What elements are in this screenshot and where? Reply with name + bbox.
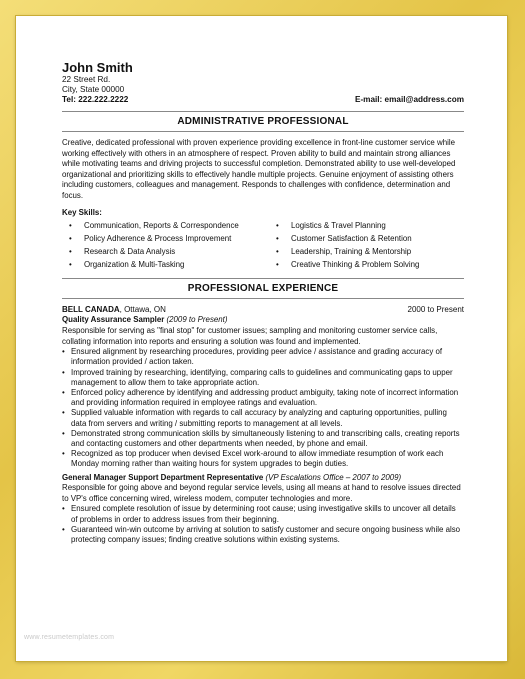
list-item: • Supplied valuable information with regards to call accuracy by analyzing and capturing opportunities, pulling data from servers and writing / submitting reports to management at all levels. xyxy=(62,408,447,428)
bullet-icon: • xyxy=(62,428,65,438)
bullet-icon: • xyxy=(276,246,279,256)
skill-item: • Research & Data Analysis xyxy=(69,246,176,256)
skill-item: • Policy Adherence & Process Improvement xyxy=(69,234,232,244)
bullet-icon: • xyxy=(62,408,65,418)
street-address: 22 Street Rd. xyxy=(62,75,111,84)
list-item: • Enforced policy adherence by identifying and addressing product ambiguity, taking note of incorrect information and providing information required in employee ratings and evaluation. xyxy=(62,388,459,408)
skill-item: • Communication, Reports & Correspondence xyxy=(69,221,239,231)
bullet-icon: • xyxy=(62,347,65,357)
role-title: General Manager Support Department Representative (VP Escalations Office – 2007 to 2009) xyxy=(62,472,402,482)
achievement-list xyxy=(62,347,464,469)
bullet-icon: • xyxy=(69,246,72,256)
company-location: , Ottawa, ON xyxy=(119,304,166,314)
bullet-icon: • xyxy=(276,234,279,244)
bullet-icon: • xyxy=(62,367,65,377)
section-title-admin: ADMINISTRATIVE PROFESSIONAL xyxy=(177,116,349,127)
watermark-text: www.resumetemplates.com xyxy=(24,634,115,641)
bullet-icon: • xyxy=(62,504,65,514)
achievement-list xyxy=(62,504,464,545)
job-dates: 2000 to Present xyxy=(407,304,464,314)
telephone: Tel: 222.222.2222 xyxy=(62,95,129,104)
bullet-icon: • xyxy=(69,259,72,269)
job-header xyxy=(62,305,464,316)
bullet-icon: • xyxy=(276,259,279,269)
list-item: • Ensured alignment by researching procedures, providing peer advice / assistance and grading accuracy of information provided / action taken. xyxy=(62,347,443,367)
bullet-icon: • xyxy=(62,449,65,459)
bullet-icon: • xyxy=(62,524,65,534)
section-title-experience: PROFESSIONAL EXPERIENCE xyxy=(187,282,339,294)
list-item: • Recognized as top producer when devised Excel work-around to allow immediate resumption of work each Monday morning rather than waiting hours for system upgrades to begin duties. xyxy=(62,449,444,469)
list-item: • Demonstrated strong communication skills by simultaneously listening to and transcribing calls, creating reports and contacting customers and other departments when needed, by phone and email. xyxy=(62,428,460,449)
role-period: (VP Escalations Office – 2007 to 2009) xyxy=(263,472,402,482)
skill-item: • Logistics & Travel Planning xyxy=(276,221,386,231)
contact-row xyxy=(62,95,464,105)
skill-item: • Creative Thinking & Problem Solving xyxy=(276,259,420,269)
email: E-mail: email@address.com xyxy=(354,95,464,104)
skill-item: • Organization & Multi-Tasking xyxy=(69,259,185,269)
role-title: Quality Assurance Sampler (2009 to Present) xyxy=(62,315,228,325)
key-skills-label: Key Skills: xyxy=(62,207,102,217)
employer xyxy=(62,305,166,316)
summary-paragraph: Creative, dedicated professional with proven experience providing excellence in front-line customer service while working effectively with others in an atmosphere of respect. Proven ability to build and maintain strong alliances while motivating teams and driving projects to successful completion. Demonstrated ability to use well-developed organizational and prioritizing skills to effectively handle multiple projects. Genuine enjoyment of assisting others including customers, colleagues and management. Responds to challenges with confidence, determination and focus. xyxy=(62,138,456,200)
list-item: • Guaranteed win-win outcome by arriving at solution to satisfy customer and secure ongoing business while also protecting company issues; finding creative solutions within existing systems. xyxy=(62,524,461,545)
role-period: (2009 to Present) xyxy=(164,315,228,325)
bullet-icon: • xyxy=(69,234,72,244)
role-description: Responsible for going above and beyond regular service levels, using all means at hand to resolve issues directed to VP's office concerning wired, wireless modem, computer technologies and more. xyxy=(62,483,461,503)
skill-item: • Leadership, Training & Mentorship xyxy=(276,246,412,256)
candidate-name: John Smith xyxy=(62,60,133,75)
resume-page xyxy=(16,16,507,661)
bullet-icon: • xyxy=(276,221,279,231)
list-item: • Ensured complete resolution of issue by determining root cause; using investigative skills to uncover all details of problems in order to address issues from their beginning. xyxy=(62,504,456,524)
city-state: City, State 00000 xyxy=(62,85,125,94)
company-name: BELL CANADA xyxy=(62,304,120,314)
list-item: • Improved training by researching, identifying, comparing calls to guidelines and communicating gaps to upper management to allow them to take appropriate action. xyxy=(62,367,453,387)
skills-grid xyxy=(62,220,464,270)
bullet-icon: • xyxy=(62,388,65,398)
resume-content xyxy=(62,60,464,545)
role-description: Responsible for serving as "final stop" for customer issues; sampling and monitoring customer service calls, collating information into reports and ensuring a solution was found and implemented. xyxy=(62,326,438,346)
bullet-icon: • xyxy=(69,221,72,231)
skill-item: • Customer Satisfaction & Retention xyxy=(276,234,412,244)
